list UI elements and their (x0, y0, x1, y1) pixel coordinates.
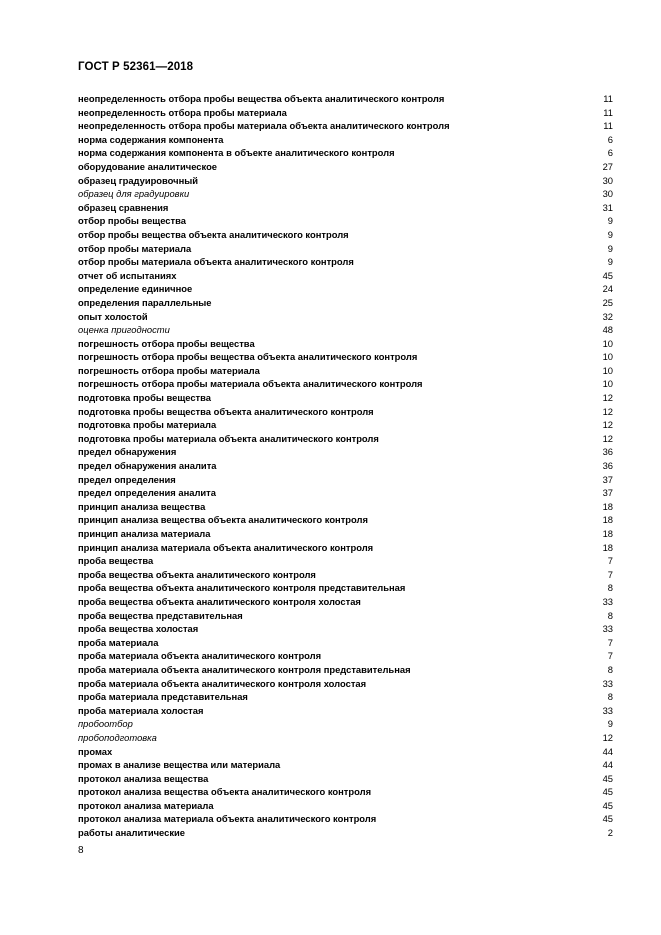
index-term: пробоподготовка (78, 731, 157, 743)
index-term: проба материала холостая (78, 704, 204, 716)
index-entry (78, 242, 613, 256)
index-term: отбор пробы вещества объекта аналитического контроля (78, 228, 349, 240)
index-page-ref: 33 (602, 677, 613, 689)
index-page-ref: 12 (602, 392, 613, 404)
index-term: норма содержания компонента в объекте аналитического контроля (78, 147, 395, 159)
index-entry (78, 595, 613, 609)
index-page-ref: 27 (602, 160, 613, 172)
index-page-ref: 2 (607, 827, 613, 839)
index-entry (78, 269, 613, 283)
index-term: предел обнаружения (78, 446, 177, 458)
index-entry (78, 826, 613, 840)
index-page-ref: 12 (602, 731, 613, 743)
index-term: проба вещества объекта аналитического контроля (78, 568, 316, 580)
index-page-ref: 10 (602, 337, 613, 349)
index-term: проба вещества объекта аналитического контроля холостая (78, 595, 361, 607)
index-page-ref: 45 (602, 813, 613, 825)
index-entry (78, 445, 613, 459)
index-page-ref: 45 (602, 269, 613, 281)
index-page-ref: 11 (603, 106, 613, 118)
index-page-ref: 9 (607, 242, 613, 254)
page-number: 8 (78, 845, 84, 856)
index-page-ref: 37 (602, 487, 613, 499)
index-page-ref: 33 (602, 704, 613, 716)
index-entry (78, 745, 613, 759)
index-page-ref: 18 (602, 514, 613, 526)
index-term: принцип анализа вещества (78, 500, 206, 512)
index-entry (78, 717, 613, 731)
index-page-ref: 12 (602, 405, 613, 417)
index-entry (78, 364, 613, 378)
index-entry (78, 119, 613, 133)
index-page-ref: 18 (602, 541, 613, 553)
index-entry (78, 255, 613, 269)
index-term: принцип анализа вещества объекта аналитического контроля (78, 514, 368, 526)
index-entry (78, 187, 613, 201)
index-page-ref: 33 (602, 623, 613, 635)
index-page-ref: 6 (607, 147, 613, 159)
index-page-ref: 44 (602, 759, 613, 771)
index-page-ref: 37 (602, 473, 613, 485)
index-page-ref: 10 (602, 364, 613, 376)
index-term: подготовка пробы вещества (78, 392, 211, 404)
index-entry (78, 690, 613, 704)
index-entry (78, 513, 613, 527)
index-term: оценка пригодности (78, 324, 170, 336)
index-term: отбор пробы материала объекта аналитического контроля (78, 256, 354, 268)
index-page-ref: 9 (607, 256, 613, 268)
index-term: образец сравнения (78, 201, 169, 213)
index-page-ref: 45 (602, 772, 613, 784)
index-entry (78, 772, 613, 786)
index-entry (78, 500, 613, 514)
index-page-ref: 8 (607, 609, 613, 621)
index-entry (78, 758, 613, 772)
index-entry (78, 296, 613, 310)
index-page-ref: 12 (602, 432, 613, 444)
index-page-ref: 30 (602, 174, 613, 186)
index-page-ref: 24 (602, 283, 613, 295)
index-page-ref: 7 (607, 555, 613, 567)
index-entry (78, 785, 613, 799)
index-entry (78, 459, 613, 473)
index-term: образец градуировочный (78, 174, 199, 186)
index-entry (78, 228, 613, 242)
index-term: принцип анализа материала объекта аналитического контроля (78, 541, 374, 553)
index-term: погрешность отбора пробы вещества (78, 337, 255, 349)
index-term: проба вещества (78, 555, 154, 567)
index-entry (78, 473, 613, 487)
index-term: протокол анализа материала (78, 799, 214, 811)
index-page-ref: 30 (602, 188, 613, 200)
index-term: промах в анализе вещества или материала (78, 759, 281, 771)
index-term: протокол анализа вещества (78, 772, 209, 784)
index-term: неопределенность отбора пробы материала объекта аналитического контроля (78, 120, 450, 132)
index-page-ref: 9 (607, 228, 613, 240)
index-page-ref: 7 (607, 636, 613, 648)
index-entry (78, 432, 613, 446)
index-entry (78, 310, 613, 324)
index-entry (78, 527, 613, 541)
index-entry (78, 486, 613, 500)
index-entry (78, 282, 613, 296)
index-term: подготовка пробы вещества объекта аналитического контроля (78, 405, 374, 417)
index-page-ref: 45 (602, 799, 613, 811)
index-term: проба материала объекта аналитического контроля холостая (78, 677, 367, 689)
index-page-ref: 36 (602, 446, 613, 458)
index-term: отчет об испытаниях (78, 269, 177, 281)
index-page-ref: 48 (602, 324, 613, 336)
index-page-ref: 9 (607, 718, 613, 730)
index-entry (78, 146, 613, 160)
index-page-ref: 11 (603, 93, 613, 104)
index-term: проба материала (78, 636, 159, 648)
index-term: промах (78, 745, 113, 757)
index-page-ref: 8 (607, 691, 613, 703)
index-entry (78, 323, 613, 337)
index-term: проба вещества холостая (78, 623, 199, 635)
index-page-ref: 33 (602, 595, 613, 607)
page-header: ГОСТ Р 52361—2018 (78, 61, 194, 73)
index-term: опыт холостой (78, 310, 148, 322)
index-page-ref: 7 (607, 650, 613, 662)
index-entry (78, 160, 613, 174)
index-page-ref: 9 (607, 215, 613, 227)
index-term: принцип анализа материала (78, 528, 211, 539)
index-entry (78, 214, 613, 228)
index-term: протокол анализа материала объекта аналитического контроля (78, 813, 377, 825)
index-entry (78, 337, 613, 351)
index-page-ref: 10 (602, 378, 613, 390)
index-page-ref: 18 (602, 528, 613, 539)
index-page-ref: 25 (602, 296, 613, 308)
index-term: погрешность отбора пробы материала объекта аналитического контроля (78, 378, 423, 390)
index-term: неопределенность отбора пробы материала (78, 106, 287, 118)
index-entry (78, 622, 613, 636)
index-entry (78, 201, 613, 215)
index-page-ref: 32 (602, 310, 613, 322)
index-page-ref: 12 (602, 419, 613, 431)
index-entry (78, 799, 613, 813)
index-page-ref: 6 (607, 133, 613, 145)
index-entry (78, 554, 613, 568)
index-page-ref: 11 (603, 120, 613, 132)
index-page-ref: 44 (602, 745, 613, 757)
index-page-ref: 18 (602, 500, 613, 512)
index-entry (78, 568, 613, 582)
index-entry (78, 377, 613, 391)
index-entry (78, 92, 613, 106)
index-page-ref: 8 (607, 582, 613, 594)
index-entry (78, 405, 613, 419)
index-term: отбор пробы вещества (78, 215, 186, 227)
index-term: погрешность отбора пробы материала (78, 364, 260, 376)
index-term: определения параллельные (78, 296, 212, 308)
index-entry (78, 663, 613, 677)
index-term: предел определения аналита (78, 487, 216, 499)
index-term: предел определения (78, 473, 176, 485)
index-entry (78, 418, 613, 432)
index-term: норма содержания компонента (78, 133, 224, 145)
index-term: образец для градуировки (78, 188, 190, 200)
index-page-ref: 36 (602, 460, 613, 472)
index-entry (78, 133, 613, 147)
index-term: оборудование аналитическое (78, 160, 218, 172)
index-term: проба материала представительная (78, 691, 248, 703)
index-term: неопределенность отбора пробы вещества объекта аналитического контроля (78, 93, 445, 104)
index-term: работы аналитические (78, 827, 186, 839)
index-term: подготовка пробы материала объекта аналитического контроля (78, 432, 379, 444)
index-term: протокол анализа вещества объекта аналитического контроля (78, 786, 372, 798)
index-entry (78, 731, 613, 745)
index-entry (78, 106, 613, 120)
index-page-ref: 7 (607, 568, 613, 580)
index-term: определение единичное (78, 283, 193, 295)
index-term: проба вещества объекта аналитического контроля представительная (78, 582, 406, 594)
index-entry (78, 812, 613, 826)
alphabetical-index (78, 92, 613, 840)
index-page-ref: 8 (607, 663, 613, 675)
index-page-ref: 31 (602, 201, 613, 213)
index-entry (78, 636, 613, 650)
index-term: отбор пробы материала (78, 242, 192, 254)
index-entry (78, 649, 613, 663)
index-entry (78, 174, 613, 188)
index-entry (78, 677, 613, 691)
index-term: подготовка пробы материала (78, 419, 217, 431)
index-page-ref: 45 (602, 786, 613, 798)
index-page-ref: 10 (602, 351, 613, 363)
index-entry (78, 581, 613, 595)
index-term: пробоотбор (78, 718, 133, 730)
index-entry (78, 391, 613, 405)
index-term: проба материала объекта аналитического контроля (78, 650, 322, 662)
index-entry (78, 541, 613, 555)
index-entry (78, 704, 613, 718)
index-entry (78, 350, 613, 364)
index-term: проба материала объекта аналитического контроля представительная (78, 663, 411, 675)
index-term: проба вещества представительная (78, 609, 243, 621)
index-term: предел обнаружения аналита (78, 460, 217, 472)
index-term: погрешность отбора пробы вещества объекта аналитического контроля (78, 351, 418, 363)
index-entry (78, 609, 613, 623)
